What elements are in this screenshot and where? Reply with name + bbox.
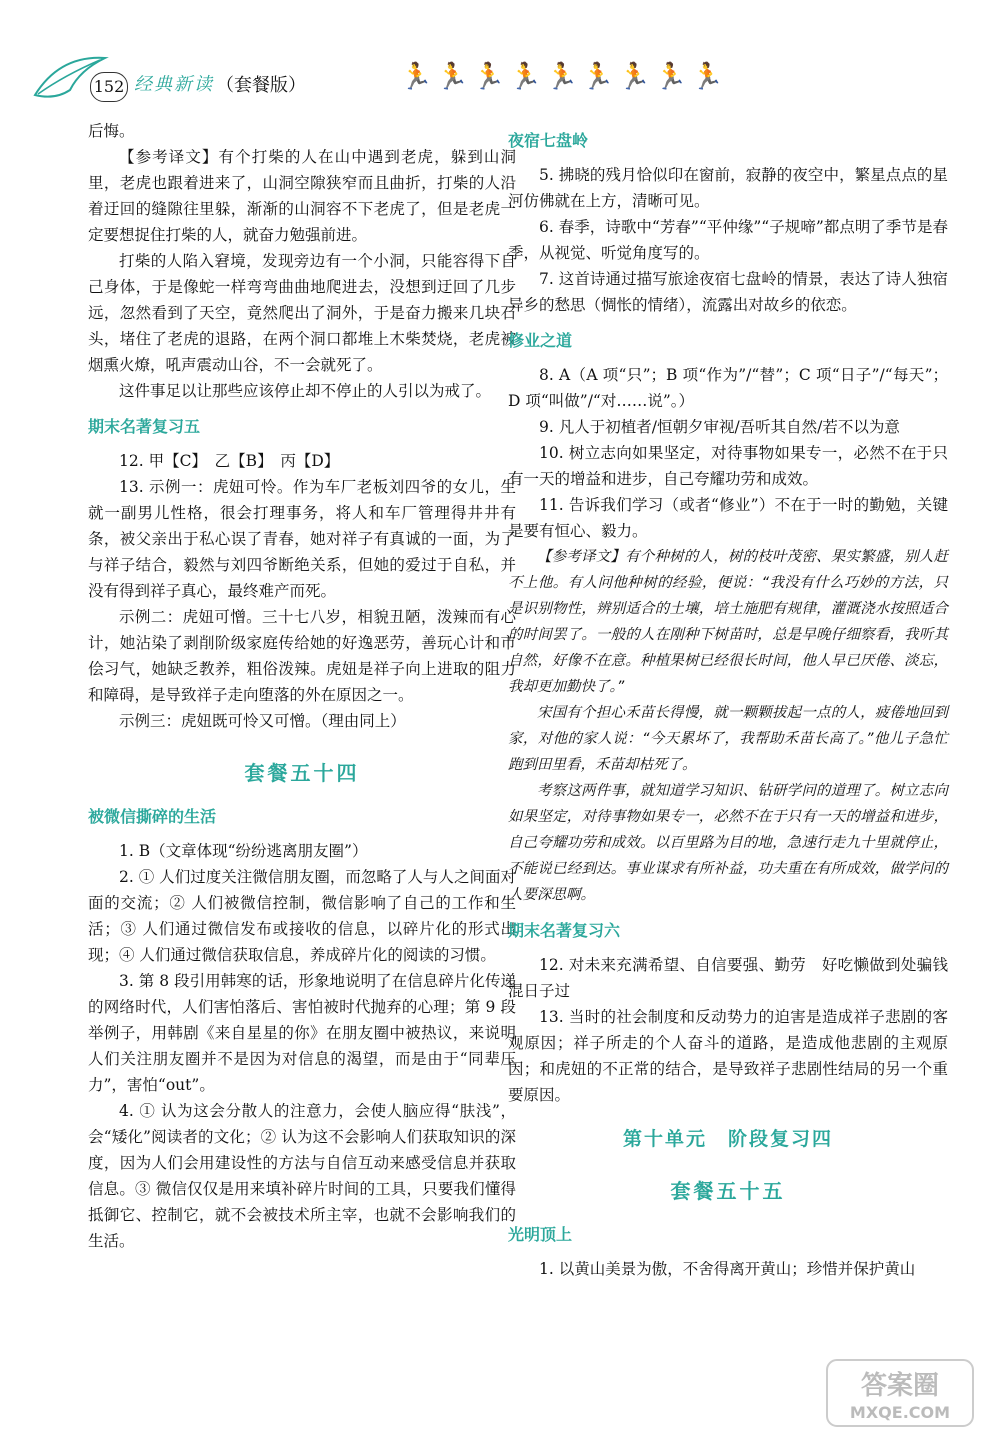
edition-label: （套餐版）: [216, 75, 306, 96]
paragraph: 12. 对未来充满希望、自信要强、勤劳 好吃懒做到处骗钱混日子过: [508, 956, 948, 1000]
paragraph: 1. 以黄山美景为傲，不舍得离开黄山；珍惜并保护黄山: [539, 1260, 916, 1278]
paragraph: 9. 凡人于初植者/恒朝夕审视/吾听其自然/若不以为意: [539, 418, 900, 436]
paragraph: 2. ① 人们过度关注微信朋友圈，而忽略了人与人之间面对面的交流；② 人们被微信控制，微信影响了自己的工作和生活；③ 人们通过微信发布或接收的信息，以碎片化的形式出现；④ 人们通过微信获取信息，养成碎片化的阅读的习惯。: [88, 868, 516, 964]
runner-icon: 🏃: [545, 62, 578, 92]
paragraph: 这件事足以让那些应该停止却不停止的人引以为戒了。: [119, 382, 492, 400]
section-heading: 期末名著复习六: [508, 921, 621, 940]
runner-icon: 🏃: [400, 62, 433, 92]
paragraph: 4. ① 认为这会分散人的注意力，会使人脑应得“肤浅”，会“矮化”阅读者的文化；② 认为这不会影响人们获取知识的深度，因为人们会用建设性的方法与自信互动来感受信息并获取信息。③ 微信仅仅是用来填补碎片时间的工具，只要我们懂得抵御它、控制它，就不会被技术所主宰，也就不会影响我们的生活。: [88, 1102, 516, 1250]
paragraph: 打柴的人陷入窘境，发现旁边有一个小洞，只能容得下自己身体，于是像蛇一样弯弯曲曲地爬进去，没想到迂回了几步远，忽然看到了天空，竟然爬出了洞外，于是奋力搬来几块石头，堵住了老虎的退路，在两个洞口都堆上木柴焚烧，老虎被烟熏火燎，吼声震动山谷，不一会就死了。: [88, 252, 516, 374]
unit-title: 第十单元 阶段复习四: [622, 1128, 833, 1150]
paragraph: 12. 甲【C】 乙【B】 丙【D】: [119, 452, 340, 470]
svg-text:答案圈: 答案圈: [860, 1371, 940, 1401]
set-title: 套餐五十四: [244, 761, 360, 785]
paragraph: 1. B（文章体现“纷纷逃离朋友圈”）: [119, 842, 368, 860]
series-name: 经典新读: [134, 74, 214, 95]
section-heading: 修业之道: [508, 331, 573, 350]
runner-icon: 🏃: [472, 62, 506, 92]
paragraph: 6. 春季，诗歌中“芳春”“平仲缘”“子规啼”都点明了季节是春季，从视觉、听觉角度写的。: [508, 218, 948, 262]
paragraph: 后悔。: [88, 122, 135, 140]
paragraph: 示例二：虎妞可憎。三十七八岁，相貌丑陋，泼辣而有心计，她沾染了剥削阶级家庭传给她的好逸恶劳，善玩心计和市侩习气，她缺乏教养，粗俗泼辣。虎妞是祥子向上进取的阻力和障碍，是导致祥子走向堕落的外在原因之一。: [88, 608, 516, 704]
runner-icon: 🏃: [691, 62, 724, 92]
left-column: [88, 118, 516, 1254]
paragraph: 示例三：虎妞既可怜又可憎。（理由同上）: [119, 712, 406, 730]
runner-icon: 🏃: [654, 62, 687, 92]
runners-decoration: [400, 62, 723, 92]
paragraph: 3. 第 8 段引用韩寒的话，形象地说明了在信息碎片化传递的网络时代，人们害怕落后、害怕被时代抛弃的心理；第 9 段举例子，用韩剧《来自星星的你》在朋友圈中被热议，来说明人们关注朋友圈并不是因为对信息的渴望，而是由于“同辈压力”，害怕“out”。: [88, 972, 516, 1094]
paragraph: 考察这两件事，就知道学习知识、钻研学问的道理了。树立志向如果坚定，对待事物如果专一，必然不在于只有一天的增益和进步，自己夸耀功劳和成效。以百里路为目的地，急速行走九十里就停止，不能说已经到达。事业谋求有所补益，功夫重在有所成效，做学问的人要深思啊。: [508, 783, 948, 903]
section-heading: 光明顶上: [508, 1225, 573, 1244]
watermark-logo: [825, 1358, 975, 1428]
paragraph: 13. 当时的社会制度和反动势力的迫害是造成祥子悲剧的客观原因；祥子所走的个人奋斗的道路，是造成他悲剧的主观原因；和虎妞的不正常的结合，是导致祥子悲剧性结局的另一个重要原因。: [508, 1008, 948, 1104]
section-heading: 被微信撕碎的生活: [88, 807, 217, 826]
set-title: 套餐五十五: [670, 1179, 786, 1203]
paragraph: 【参考译文】有个打柴的人在山中遇到老虎，躲到山洞里，老虎也跟着进来了，山洞空隙狭窄而且曲折，打柴的人沿着迂回的缝隙往里躲，渐渐的山洞容不下老虎了，但是老虎一定要想捉住打柴的人，就奋力勉强前进。: [88, 148, 516, 244]
paragraph: 13. 示例一：虎妞可怜。作为车厂老板刘四爷的女儿，生就一副男儿性格，很会打理事务，将人和车厂管理得井井有条，被父亲出于私心误了青春，她对祥子有真诚的一面，为了与祥子结合，毅然与刘四爷断绝关系，但她的爱过于自私，并没有得到祥子真心，最终难产而死。: [88, 478, 516, 600]
paragraph: 8. A（A 项“只”；B 项“作为”/“替”；C 项“日子”/“每天”；D 项“叫做”/“对……说”。）: [508, 366, 948, 410]
section-heading: 期末名著复习五: [88, 417, 201, 436]
runner-icon: 🏃: [618, 62, 651, 92]
page-number: 152: [90, 72, 128, 102]
page-header: [30, 40, 980, 110]
runner-icon: 🏃: [436, 62, 469, 92]
paragraph: 10. 树立志向如果坚定，对待事物如果专一，必然不在于只有一天的增益和进步，自己夸耀功劳和成效。: [508, 444, 948, 488]
paragraph: 宋国有个担心禾苗长得慢，就一颗颗拔起一点的人，疲倦地回到家，对他的家人说：“今天累坏了，我帮助禾苗长高了。”他儿子急忙跑到田里看，禾苗却枯死了。: [508, 705, 948, 773]
section-heading: 夜宿七盘岭: [508, 131, 589, 150]
paragraph: 11. 告诉我们学习（或者“修业”）不在于一时的勤勉，关键是要有恒心、毅力。: [508, 496, 948, 540]
runner-icon: 🏃: [581, 62, 615, 92]
paragraph: 【参考译文】有个种树的人，树的枝叶茂密、果实繁盛，别人赶不上他。有人问他种树的经验，便说：“我没有什么巧妙的方法，只是识别物性，辨别适合的土壤，培土施肥有规律，灌溉浇水按照适合的时间罢了。一般的人在刚种下树苗时，总是早晚仔细察看，我听其自然，好像不在意。种植果树已经很长时间，他人早已厌倦、淡忘，我却更加勤快了。”: [508, 549, 948, 695]
paragraph: 5. 拂晓的残月恰似印在窗前，寂静的夜空中，繁星点点的星河仿佛就在上方，清晰可见。: [508, 166, 948, 210]
svg-text:MXQE.COM: MXQE.COM: [849, 1403, 951, 1422]
runner-icon: 🏃: [509, 62, 542, 92]
right-column: [508, 118, 948, 1282]
paragraph: 7. 这首诗通过描写旅途夜宿七盘岭的情景，表达了诗人独宿异乡的愁思（惆怅的情绪），流露出对故乡的依恋。: [508, 270, 948, 314]
